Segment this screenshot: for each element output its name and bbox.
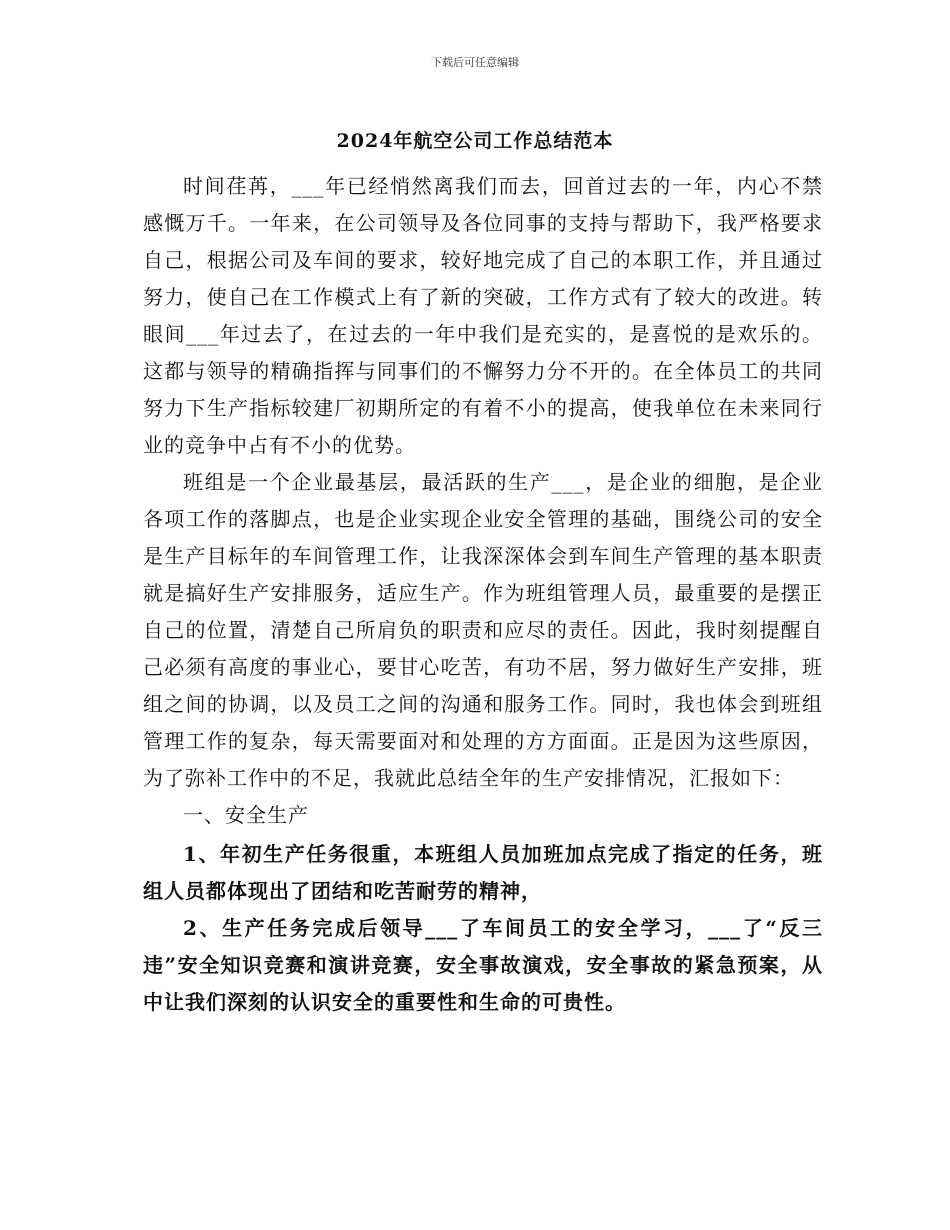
safety-item-2: 2、生产任务完成后领导___了车间员工的安全学习，___了“反三违”安全知识竞赛和演讲竞赛，安全事故演戏，安全事故的紧急预案，从中让我们深刻的认识安全的重要性和生命的可贵性。 [143, 916, 823, 1014]
page-header-note: 下载后可任意编辑 [431, 56, 519, 69]
document-title: 2024年航空公司工作总结范本 [336, 130, 614, 152]
section-heading-safety: 一、安全生产 [183, 803, 309, 827]
safety-item-1: 1、年初生产任务很重，本班组人员加班加点完成了指定的任务，班组人员都体现出了团结和吃苦耐劳的精神， [143, 842, 823, 903]
document-body [143, 168, 823, 1021]
team-paragraph: 班组是一个企业最基层，最活跃的生产___，是企业的细胞，是企业各项工作的落脚点，也是企业实现企业安全管理的基础，围绕公司的安全是生产目标年的车间管理工作，让我深深体会到车间生产管理的基本职责就是搞好生产安排服务，适应生产。作为班组管理人员，最重要的是摆正自己的位置，清楚自己所肩负的职责和应尽的责任。因此，我时刻提醒自己必须有高度的事业心，要甘心吃苦，有功不居，努力做好生产安排，班组之间的协调，以及员工之间的沟通和服务工作。同时，我也体会到班组管理工作的复杂，每天需要面对和处理的方方面面。正是因为这些原因，为了弥补工作中的不足，我就此总结全年的生产安排情况，汇报如下： [143, 470, 823, 790]
intro-paragraph: 时间荏苒，___年已经悄然离我们而去，回首过去的一年，内心不禁感慨万千。一年来，在公司领导及各位同事的支持与帮助下，我严格要求自己，根据公司及车间的要求，较好地完成了自己的本职工作，并且通过努力，使自己在工作模式上有了新的突破，工作方式有了较大的改进。转眼间___年过去了，在过去的一年中我们是充实的，是喜悦的是欢乐的。这都与领导的精确指挥与同事们的不懈努力分不开的。在全体员工的共同努力下生产指标较建厂初期所定的有着不小的提高，使我单位在未来同行业的竞争中占有不小的优势。 [143, 174, 823, 457]
